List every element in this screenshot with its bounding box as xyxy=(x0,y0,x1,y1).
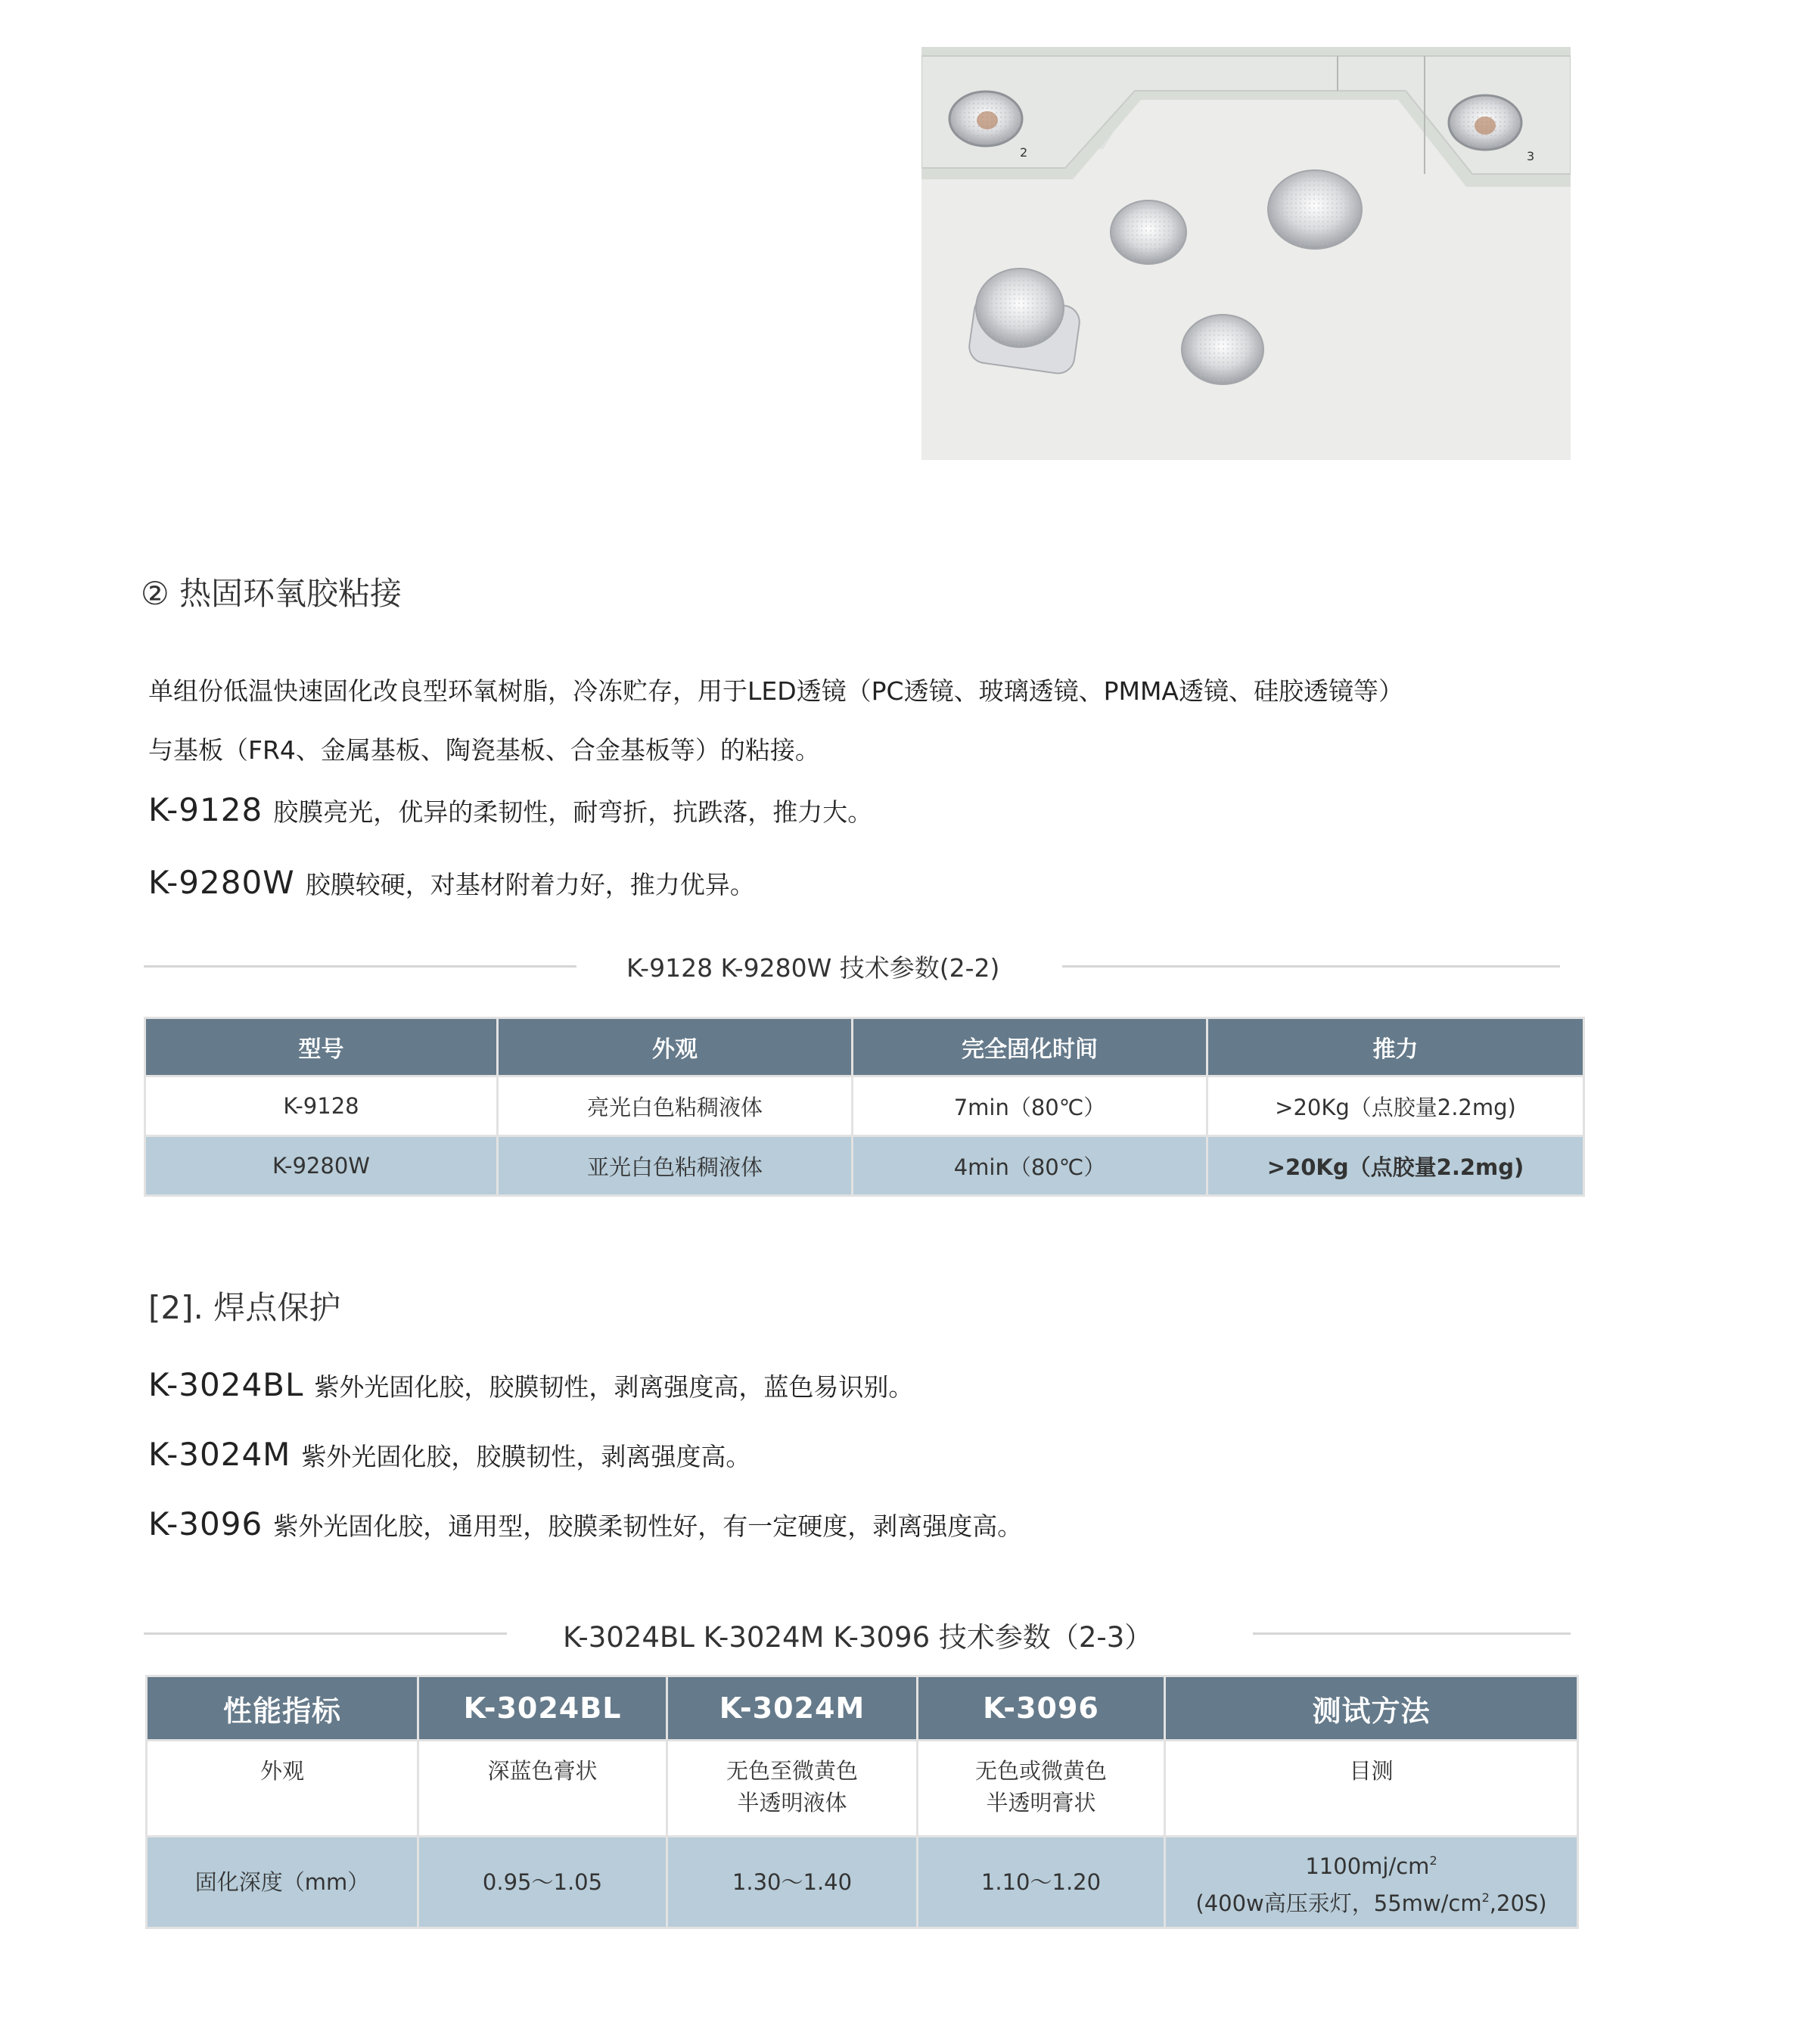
cell-k3024m xyxy=(667,1741,918,1837)
caption-rule-left xyxy=(144,1632,507,1635)
col-header-cure-time: 完全固化时间 xyxy=(853,1018,1207,1076)
cell-k3024bl: 深蓝色膏状 xyxy=(418,1741,667,1837)
product-line-k9280w xyxy=(148,864,755,901)
product-desc: 紫外光固化胶，胶膜韧性，剥离强度高，蓝色易识别。 xyxy=(314,1372,914,1402)
col-header-push-force: 推力 xyxy=(1207,1018,1584,1076)
product-code: K-3096 xyxy=(148,1505,263,1542)
cell-line: 无色至微黄色 xyxy=(726,1758,858,1784)
superscript: 2 xyxy=(1429,1853,1437,1868)
col-header-k3096: K-3096 xyxy=(918,1676,1165,1741)
table-header-row xyxy=(145,1018,1584,1076)
product-line-k9128 xyxy=(148,791,872,828)
col-header-test-method: 测试方法 xyxy=(1165,1676,1578,1741)
cell-cure-time: 4min（80℃） xyxy=(853,1136,1207,1196)
col-header-k3024bl: K-3024BL xyxy=(418,1676,667,1741)
section-epoxy-title: ② 热固环氧胶粘接 xyxy=(141,575,402,612)
cell-k3096: 1.10～1.20 xyxy=(918,1837,1165,1928)
cell-k3096 xyxy=(918,1741,1165,1837)
product-code: K-9128 xyxy=(148,791,263,828)
product-desc: 紫外光固化胶，通用型，胶膜柔韧性好，有一定硬度，剥离强度高。 xyxy=(273,1511,1023,1541)
table-header-row xyxy=(147,1676,1578,1741)
cell-appearance: 亚光白色粘稠液体 xyxy=(498,1136,853,1196)
cell-model: K-9128 xyxy=(145,1076,498,1136)
product-desc: 胶膜亮光，优异的柔韧性，耐弯折，抗跌落，推力大。 xyxy=(273,797,873,827)
cell-line: 无色或微黄色 xyxy=(974,1758,1107,1784)
pad-label-2: 2 xyxy=(1020,145,1028,160)
col-header-property: 性能指标 xyxy=(147,1676,418,1741)
cell-property: 外观 xyxy=(147,1741,418,1837)
pad-label-3: 3 xyxy=(1527,149,1535,163)
led-lens-illustration xyxy=(921,47,1571,460)
cell-line xyxy=(1166,1882,1577,1919)
table1-caption: K-9128 K-9280W 技术参数(2-2) xyxy=(626,953,1000,983)
caption-rule-left xyxy=(144,965,576,968)
product-desc: 胶膜较硬，对基材附着力好，推力优异。 xyxy=(305,870,755,899)
lamp-spec: (400w高压汞灯，55mw/cm xyxy=(1195,1890,1482,1916)
section-solder-title: [2]. 焊点保护 xyxy=(148,1289,341,1326)
cell-k3024m: 1.30～1.40 xyxy=(667,1837,918,1928)
cell-line: 半透明液体 xyxy=(737,1790,847,1816)
epoxy-intro-line2: 与基板（FR4、金属基板、陶瓷基板、合金基板等）的粘接。 xyxy=(148,735,820,765)
epoxy-intro-line1: 单组份低温快速固化改良型环氧树脂，冷冻贮存，用于LED透镜（PC透镜、玻璃透镜、PMMA透镜、硅胶透镜等） xyxy=(148,676,1404,706)
lamp-spec-end: ,20S) xyxy=(1489,1890,1547,1916)
cell-appearance: 亮光白色粘稠液体 xyxy=(498,1076,853,1136)
cell-test-method: 目测 xyxy=(1165,1741,1578,1837)
cell-model: K-9280W xyxy=(145,1136,498,1196)
uv-spec-table xyxy=(145,1675,1579,1929)
col-header-appearance: 外观 xyxy=(498,1018,853,1076)
product-line-k3024m xyxy=(148,1436,751,1473)
cell-cure-time: 7min（80℃） xyxy=(853,1076,1207,1136)
col-header-k3024m: K-3024M xyxy=(667,1676,918,1741)
cell-line: 半透明膏状 xyxy=(986,1790,1096,1816)
superscript: 2 xyxy=(1481,1890,1490,1905)
cell-test-method xyxy=(1165,1837,1578,1928)
cell-property: 固化深度（mm） xyxy=(147,1837,418,1928)
table-row xyxy=(145,1136,1584,1196)
product-code: K-3024BL xyxy=(148,1366,304,1403)
product-photo xyxy=(921,47,1571,460)
table2-caption: K-3024BL K-3024M K-3096 技术参数（2-3） xyxy=(563,1621,1153,1654)
cell-k3024bl: 0.95～1.05 xyxy=(418,1837,667,1928)
product-desc: 紫外光固化胶，胶膜韧性，剥离强度高。 xyxy=(301,1442,751,1471)
table-row xyxy=(147,1741,1578,1837)
table-row xyxy=(145,1076,1584,1136)
product-code: K-9280W xyxy=(148,864,295,901)
product-line-k3096 xyxy=(148,1505,1022,1542)
epoxy-spec-table xyxy=(144,1017,1585,1197)
cell-push-force: >20Kg（点胶量2.2mg) xyxy=(1207,1076,1584,1136)
caption-rule-right xyxy=(1253,1632,1571,1635)
dose-value: 1100mj/cm xyxy=(1305,1853,1430,1879)
cell-line xyxy=(1166,1845,1577,1882)
cell-push-force: >20Kg（点胶量2.2mg) xyxy=(1207,1136,1584,1196)
table-row xyxy=(147,1837,1578,1928)
col-header-model: 型号 xyxy=(145,1018,498,1076)
product-line-k3024bl xyxy=(148,1366,913,1403)
product-code: K-3024M xyxy=(148,1436,291,1473)
caption-rule-right xyxy=(1062,965,1560,968)
